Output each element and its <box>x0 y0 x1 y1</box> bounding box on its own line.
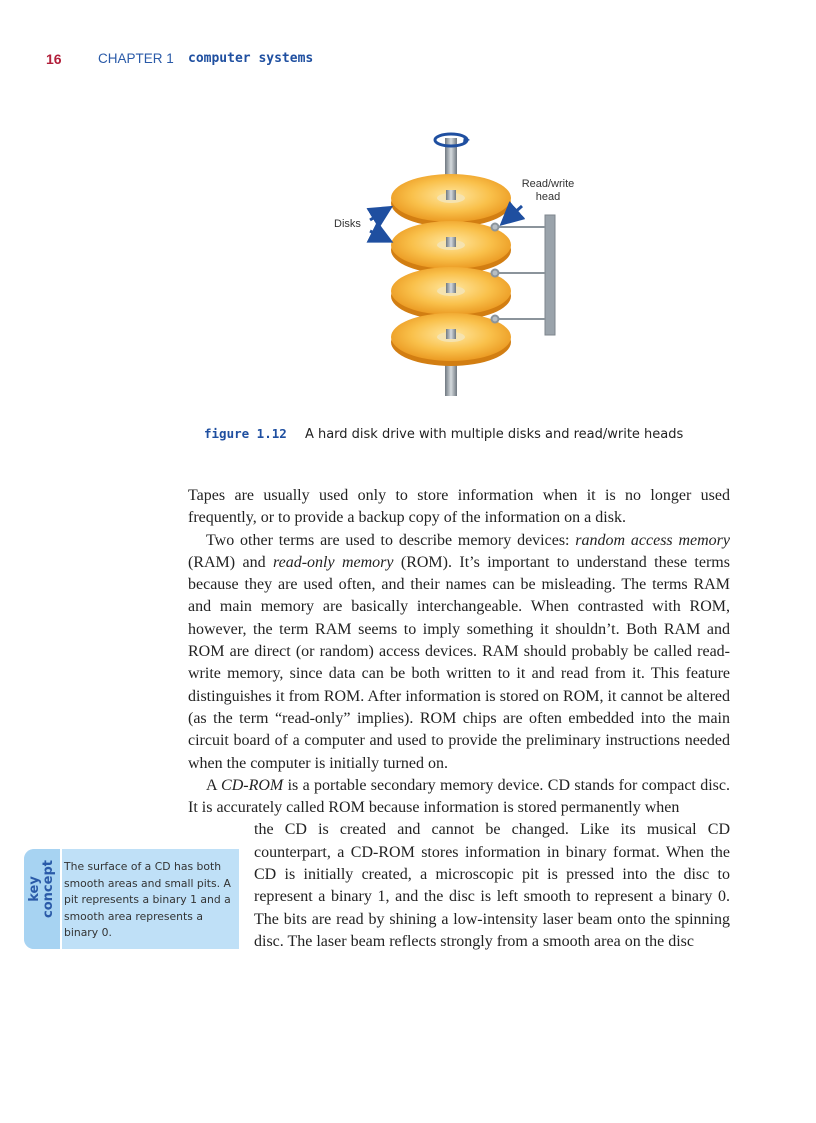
figure-caption-text: A hard disk drive with multiple disks and read/write heads <box>304 427 684 442</box>
paragraph-cd-rom-continued: the CD is created and cannot be changed. Like its musical CD counterpart, a CD-ROM stores information in binary format. When the CD is initially created, a microscopic pit is pressed into the disc to represent a binary 1, and the disc is left smooth to represent a binary 0. The bits are read by shining a low-intensity laser beam onto the spinning disc. The laser beam reflects strongly from a smooth area on the disc <box>254 821 730 950</box>
paragraph-ram-rom: Two other terms are used to describe memory devices: random access memory (RAM) and read-only memory (ROM). It’s important to understand these terms because they are used often, and their names can be misleading. The terms RAM and main memory are basically interchangeable. When contrasted with ROM, however, the term RAM seems to imply something it shouldn’t. Both RAM and ROM are direct (or random) access devices. RAM should probably be called read-write memory, since data can be both written to it and read from it. This feature distinguishes it from ROM. After information is stored on ROM, it cannot be altered (as the term “read-only” implies). ROM chips are often embedded into the main circuit board of a computer and used to provide the preliminary instructions needed when the computer is initially turned on. <box>188 531 730 772</box>
body-text <box>188 485 730 953</box>
key-concept-text: The surface of a CD has both smooth areas and small pits. A pit represents a binary 1 and a smooth area represents a binary 0. <box>64 860 231 939</box>
figure-number: figure 1.12 <box>204 426 287 441</box>
hard-disk-illustration <box>320 130 610 400</box>
paragraph-tapes: Tapes are usually used only to store information when it is no longer used frequently, or to provide a backup copy of the information on a disk. <box>188 487 730 527</box>
key-concept-label: key concept <box>27 860 56 918</box>
page-number: 16 <box>46 51 62 67</box>
hard-disk-figure <box>320 130 610 400</box>
disks-label: Disks <box>334 218 361 230</box>
figure-caption <box>204 426 683 442</box>
chapter-title: computer systems <box>188 51 314 66</box>
key-concept-box <box>24 849 239 949</box>
actuator-arm <box>545 215 555 335</box>
paragraph-cd-rom: A CD-ROM is a portable secondary memory device. CD stands for compact disc. It is accurately called ROM because information is stored permanently when <box>188 776 730 817</box>
read-write-head-label: Read/write head <box>521 178 575 203</box>
chapter-label: CHAPTER 1 <box>98 51 174 66</box>
key-concept-tab <box>24 849 62 949</box>
disk-platter <box>391 174 511 227</box>
